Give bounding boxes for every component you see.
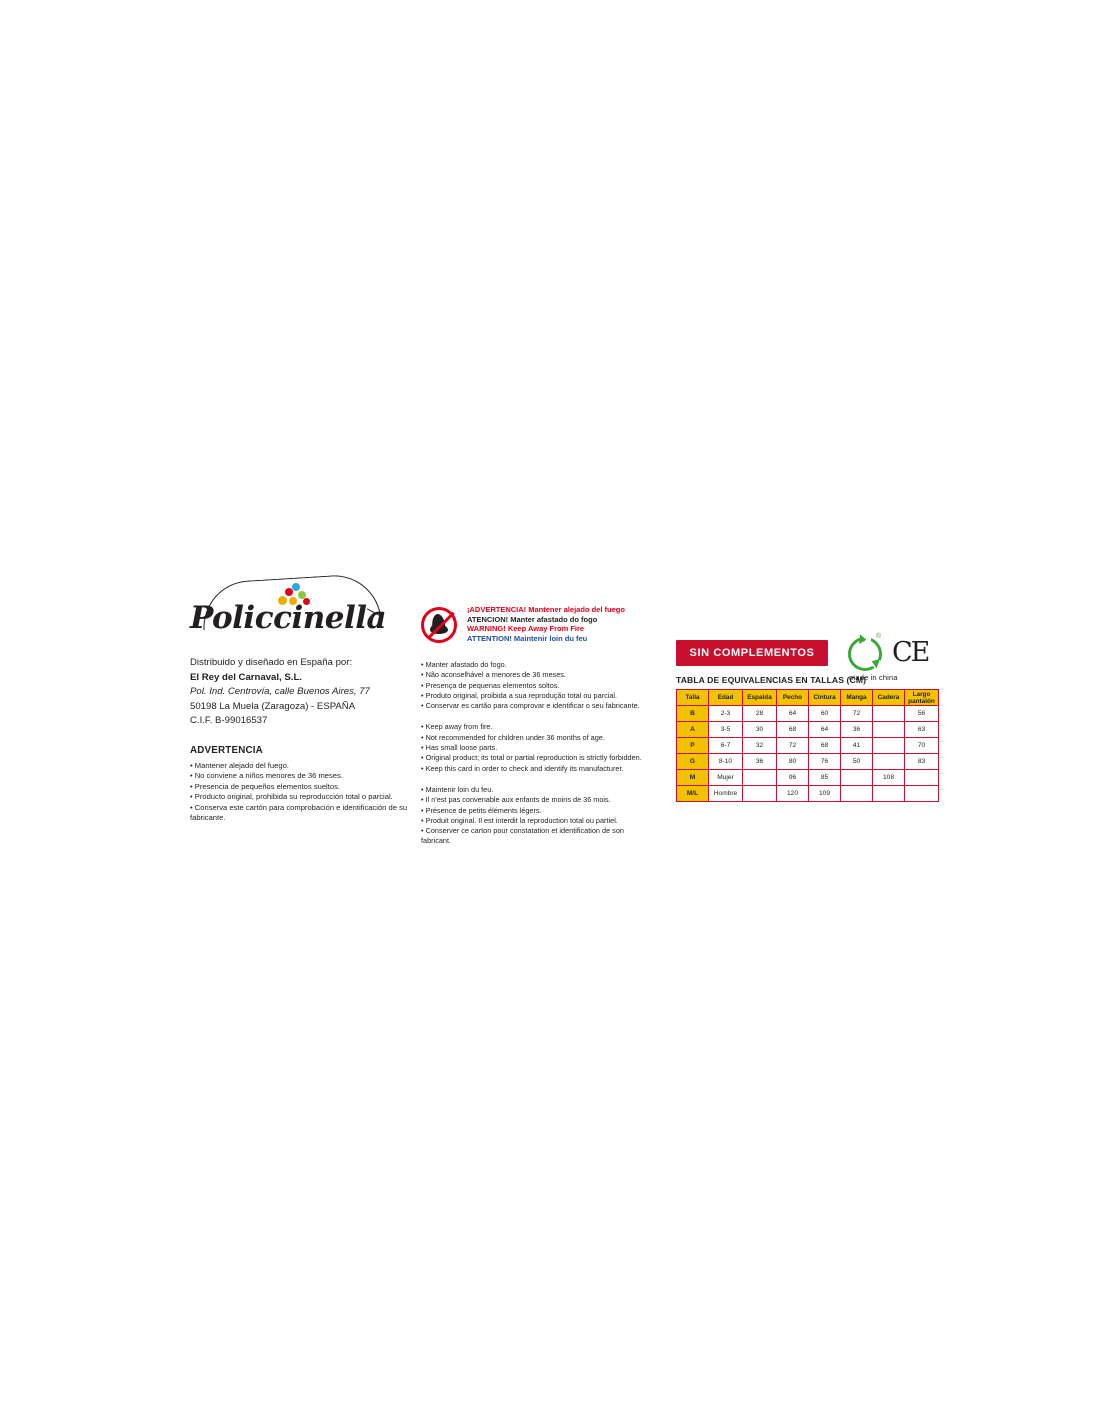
warning-bullets-fr xyxy=(421,785,646,847)
col-header-edad: Edad xyxy=(709,690,743,706)
cell-talla: G xyxy=(677,754,709,770)
warning-bullets-pt xyxy=(421,660,646,711)
warning-line-pt: ATENCION! Manter afastado do fogo xyxy=(467,614,598,624)
list-item: • Não aconselhável a menores de 36 meses. xyxy=(421,670,566,680)
cell-espalda: 36 xyxy=(743,754,777,770)
cell-cadera xyxy=(873,706,905,722)
cell-edad: Hombre xyxy=(709,786,743,802)
cell-talla: P xyxy=(677,738,709,754)
list-item: • Conserva este cartón para comprobación e identificación de su fabricante. xyxy=(190,802,408,823)
cell-cintura: 64 xyxy=(809,722,841,738)
no-fire-icon xyxy=(421,607,461,647)
warning-header-lines xyxy=(467,605,647,643)
table-header-row xyxy=(677,690,939,706)
cell-manga: 36 xyxy=(841,722,873,738)
made-in-label: made in china xyxy=(849,673,898,682)
distributed-by-label: Distribuido y diseñado en España por: xyxy=(190,657,353,668)
cell-cadera xyxy=(873,722,905,738)
green-dot-recycle-icon: ® xyxy=(848,637,882,671)
cell-pecho: 80 xyxy=(777,754,809,770)
cell-talla: A xyxy=(677,722,709,738)
cell-espalda xyxy=(743,770,777,786)
cell-cintura: 60 xyxy=(809,706,841,722)
col-header-largo-pantalon: Largo pantalón xyxy=(905,690,939,706)
middle-column xyxy=(421,605,646,847)
cell-pecho: 72 xyxy=(777,738,809,754)
col-header-pecho: Pecho xyxy=(777,690,809,706)
cell-espalda: 32 xyxy=(743,738,777,754)
cif-number: C.I.F. B-99016537 xyxy=(190,715,268,726)
cell-cadera xyxy=(873,786,905,802)
multilingual-warning-header xyxy=(421,605,646,651)
cell-pecho: 68 xyxy=(777,722,809,738)
table-row xyxy=(677,754,939,770)
cell-talla: M xyxy=(677,770,709,786)
col-header-talla: Talla xyxy=(677,690,709,706)
list-item: • Il n'est pas convenable aux enfants de moins de 36 mois. xyxy=(421,795,611,805)
cell-manga: 41 xyxy=(841,738,873,754)
list-item: • Mantener alejado del fuego. xyxy=(190,760,289,770)
cell-edad: 8-10 xyxy=(709,754,743,770)
brand-logo xyxy=(190,578,390,650)
right-column xyxy=(676,633,936,802)
list-item: • Produit original. Il est interdit la reproduction total ou partiel. xyxy=(421,815,618,825)
cell-talla: M/L xyxy=(677,786,709,802)
cell-cadera xyxy=(873,754,905,770)
address-line-2: 50198 La Muela (Zaragoza) - ESPAÑA xyxy=(190,700,356,712)
cell-cintura: 76 xyxy=(809,754,841,770)
list-item: • Conservar es cartão para comprovar e identificar o seu fabricante. xyxy=(421,701,640,711)
cell-largo: 83 xyxy=(905,754,939,770)
list-item: • Keep this card in order to check and identify its manufacturer. xyxy=(421,763,624,773)
logo-wordmark: Policcinella xyxy=(190,600,387,636)
col-header-manga: Manga xyxy=(841,690,873,706)
warning-title: ADVERTENCIA xyxy=(190,744,263,756)
list-item: • Keep away from fire. xyxy=(421,722,493,732)
left-column xyxy=(190,578,430,824)
cell-pecho: 96 xyxy=(777,770,809,786)
cell-pecho: 64 xyxy=(777,706,809,722)
warning-bullets-en xyxy=(421,722,646,773)
table-row xyxy=(677,706,939,722)
list-item: • Producto original, prohibida su reproducción total o parcial. xyxy=(190,792,393,802)
list-item: • Has small loose parts. xyxy=(421,743,498,753)
cell-manga xyxy=(841,770,873,786)
list-item: • Manter afastado do fogo. xyxy=(421,660,507,669)
address-line-1: Pol. Ind. Centrovía, calle Buenos Aires, 77 xyxy=(190,686,370,697)
cell-largo: 63 xyxy=(905,722,939,738)
cell-espalda xyxy=(743,786,777,802)
cell-cadera xyxy=(873,738,905,754)
col-header-espalda: Espalda xyxy=(743,690,777,706)
cell-manga xyxy=(841,786,873,802)
list-item: • Maintenir loin du feu. xyxy=(421,784,494,794)
cell-largo xyxy=(905,770,939,786)
cell-talla: B xyxy=(677,706,709,722)
certification-marks xyxy=(848,633,940,689)
cell-pecho: 120 xyxy=(777,786,809,802)
warning-line-fr: ATTENTION! Maintenir loin du feu xyxy=(467,633,588,643)
cell-espalda: 28 xyxy=(743,706,777,722)
cell-edad: 2-3 xyxy=(709,706,743,722)
cell-edad: 3-5 xyxy=(709,722,743,738)
size-table-title: TABLA DE EQUIVALENCIAS EN TALLAS (CM) xyxy=(676,675,867,685)
table-row xyxy=(677,722,939,738)
cell-largo xyxy=(905,786,939,802)
cell-cintura: 68 xyxy=(809,738,841,754)
cell-largo: 70 xyxy=(905,738,939,754)
table-row xyxy=(677,770,939,786)
table-row xyxy=(677,738,939,754)
table-row xyxy=(677,786,939,802)
list-item: • No conviene a niños menores de 36 meses. xyxy=(190,771,343,781)
distributor-block xyxy=(190,656,430,729)
list-item: • Produto original, proibida a sua reprodução total ou parcial. xyxy=(421,690,618,700)
cell-cintura: 85 xyxy=(809,770,841,786)
col-header-cadera: Cadera xyxy=(873,690,905,706)
list-item: • Not recommended for children under 36 months of age. xyxy=(421,732,605,742)
status-badge: SIN COMPLEMENTOS xyxy=(676,640,828,666)
col-header-cintura: Cintura xyxy=(809,690,841,706)
list-item: • Presença de pequenas elementos soltos. xyxy=(421,680,560,690)
list-item: • Présence de petits éléments légers. xyxy=(421,805,542,815)
cell-edad: Mujer xyxy=(709,770,743,786)
warning-line-es: ¡ADVERTENCIA! Mantener alejado del fuego xyxy=(467,605,625,614)
cell-manga: 72 xyxy=(841,706,873,722)
warning-line-en: WARNING! Keep Away From Fire xyxy=(467,624,585,634)
company-name: El Rey del Carnaval, S.L. xyxy=(190,671,302,683)
size-equivalence-table xyxy=(676,689,939,802)
list-item: • Presencia de pequeños elementos sueltos. xyxy=(190,781,340,791)
cell-cintura: 109 xyxy=(809,786,841,802)
cell-edad: 6-7 xyxy=(709,738,743,754)
cell-espalda: 30 xyxy=(743,722,777,738)
ce-mark-icon: CE xyxy=(892,637,929,668)
cell-manga: 50 xyxy=(841,754,873,770)
warning-bullets-es xyxy=(190,761,430,825)
list-item: • Original product; its total or partial reproduction is strictly forbidden. xyxy=(421,753,642,763)
list-item: • Conserver ce carton pour constatation et identification de son fabricant. xyxy=(421,826,624,846)
cell-largo: 56 xyxy=(905,706,939,722)
cell-cadera: 108 xyxy=(873,770,905,786)
